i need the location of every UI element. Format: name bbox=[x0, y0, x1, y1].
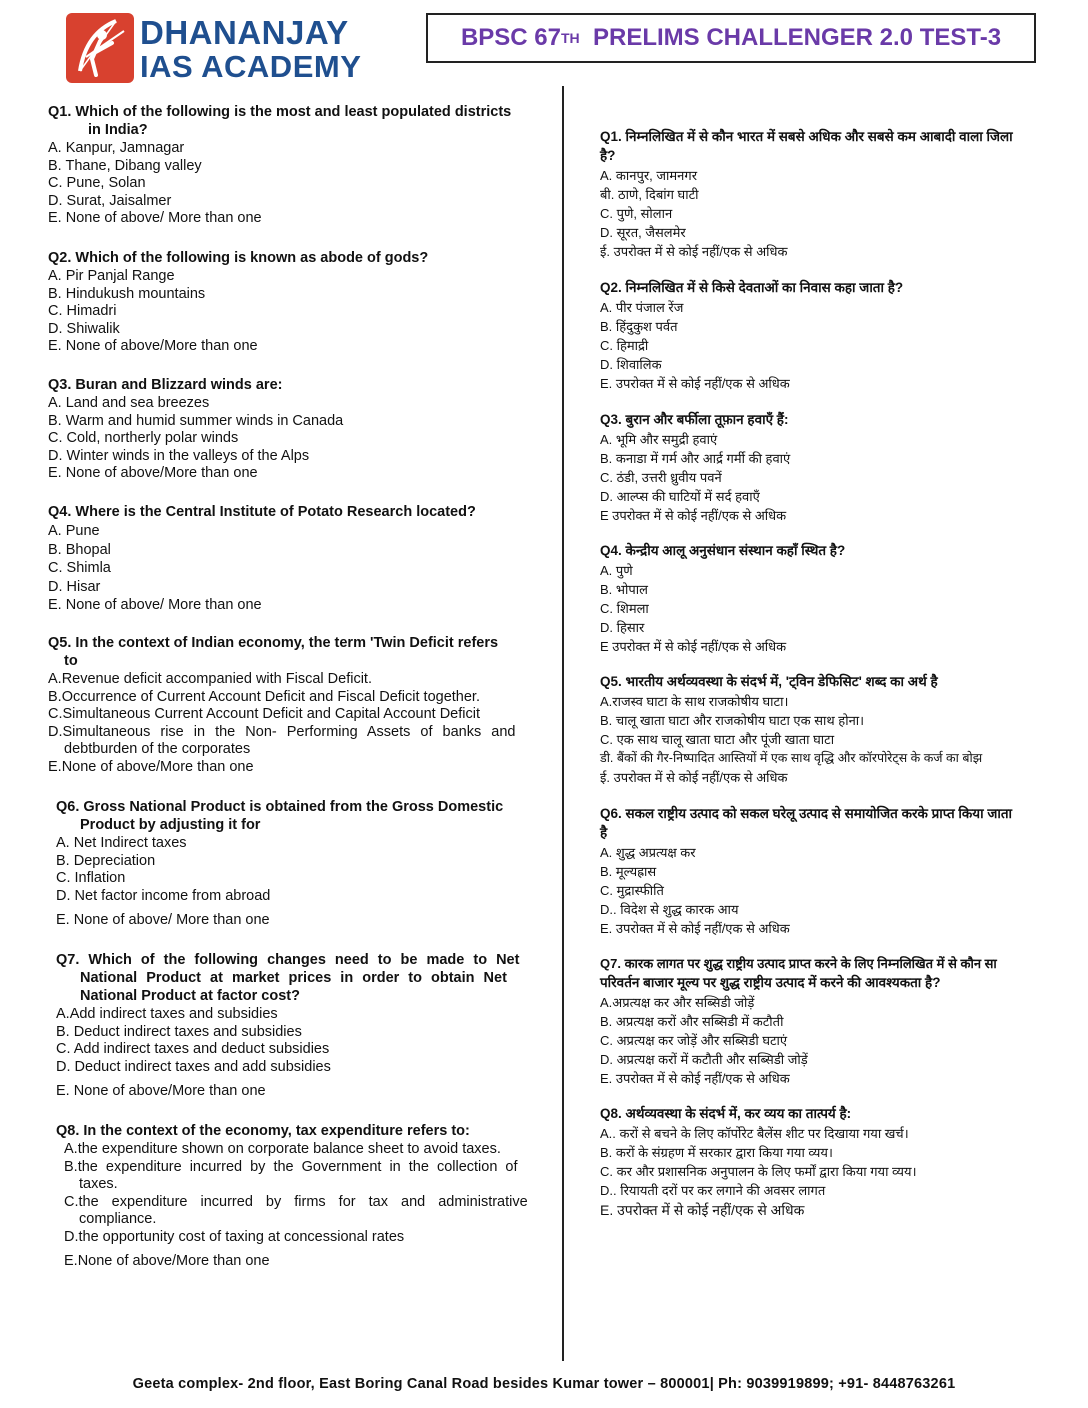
page-footer-address: Geeta complex- 2nd floor, East Boring Canal Road besides Kumar tower – 800001| Ph: 9039919899; +91- 8448763261 bbox=[132, 1376, 956, 1392]
option-a: A. कानपुर, जामनगर bbox=[600, 168, 698, 183]
academy-logo bbox=[66, 13, 366, 85]
question-title: Q1. Which of the following is the most and least populated districts bbox=[48, 104, 512, 120]
question-title: Q3. बुरान और बर्फीला तूफ़ान हवाएँ हैं: bbox=[600, 412, 789, 427]
option-d: D. अप्रत्यक्ष करों में कटौती और सब्सिडी जोड़ें bbox=[600, 1052, 808, 1067]
option-b: B.the expenditure incurred by the Government in the collection of bbox=[64, 1158, 518, 1175]
option-e: E उपरोक्त में से कोई नहीं/एक से अधिक bbox=[600, 639, 787, 654]
option-a: A. Pir Panjal Range bbox=[48, 268, 175, 284]
question-en-4 bbox=[48, 504, 526, 615]
option-d: D. हिसार bbox=[600, 620, 645, 635]
option-c: C. कर और प्रशासनिक अनुपालन के लिए फर्मों द्वारा किया गया व्यय। bbox=[600, 1164, 917, 1179]
test-title-pre: BPSC 67 bbox=[460, 24, 561, 51]
option-a: A. पुणे bbox=[600, 563, 633, 578]
question-title: Q2. निम्नलिखित में से किसे देवताओं का निवास कहा जाता है? bbox=[600, 280, 904, 295]
logo-text-line2: IAS ACADEMY bbox=[140, 49, 362, 84]
option-a: A.अप्रत्यक्ष कर और सब्सिडी जोड़ें bbox=[600, 995, 755, 1010]
test-title-sup: TH bbox=[560, 30, 580, 46]
option-d: D. सूरत, जैसलमेर bbox=[600, 225, 686, 240]
option-e: ई. उपरोक्त में से कोई नहीं/एक से अधिक bbox=[600, 244, 788, 259]
option-b: B.Occurrence of Current Account Deficit and Fiscal Deficit together. bbox=[48, 688, 480, 705]
question-hi-7 bbox=[600, 955, 1068, 1088]
option-e: E. None of above/ More than one bbox=[48, 210, 262, 226]
question-title: Q5. In the context of Indian economy, the term 'Twin Deficit refers bbox=[48, 635, 499, 651]
question-title: Q2. Which of the following is known as abode of gods? bbox=[48, 250, 429, 266]
option-d: डी. बैंकों की गैर-निष्पादित आस्तियों में एक साथ वृद्धि और कॉरपोरेट्स के कर्ज का बोझ bbox=[600, 751, 983, 765]
option-c: C. Pune, Solan bbox=[48, 175, 146, 191]
option-d: D. शिवालिक bbox=[600, 357, 662, 372]
question-title: Q7. Which of the following changes need to be made to Net bbox=[56, 952, 520, 968]
option-c: C. Cold, northerly polar winds bbox=[48, 430, 239, 446]
option-b: B. कनाडा में गर्म और आर्द्र गर्मी की हवाएं bbox=[600, 451, 791, 466]
option-c: C. एक साथ चालू खाता घाटा और पूंजी खाता घाटा bbox=[600, 732, 835, 747]
option-e: E.None of above/More than one bbox=[48, 758, 254, 775]
question-en-1 bbox=[48, 104, 526, 228]
option-a: A. शुद्ध अप्रत्यक्ष कर bbox=[600, 845, 696, 860]
question-title: Q1. निम्नलिखित में से कौन भारत में सबसे अधिक और सबसे कम आबादी वाला जिला bbox=[600, 129, 1013, 144]
option-c: C. मुद्रास्फीति bbox=[600, 883, 664, 898]
option-b: B. Thane, Dibang valley bbox=[48, 157, 202, 174]
question-hi-4 bbox=[600, 542, 1068, 656]
question-title-cont: to bbox=[64, 653, 78, 669]
option-d: D.. रियायती दरों पर कर लगाने की अवसर लागत bbox=[600, 1183, 826, 1198]
option-a: A.Revenue deficit accompanied with Fiscal Deficit. bbox=[48, 671, 372, 687]
test-title-box bbox=[426, 13, 1036, 63]
option-d: D.the opportunity cost of taxing at concessional rates bbox=[64, 1228, 405, 1245]
archer-logo-icon bbox=[66, 13, 134, 83]
question-title: Q4. केन्द्रीय आलू अनुसंधान संस्थान कहाँ स्थित है? bbox=[600, 543, 846, 558]
option-a: A. Kanpur, Jamnagar bbox=[48, 140, 185, 156]
option-c: C. शिमला bbox=[600, 601, 649, 616]
option-e: E. उपरोक्त में से कोई नहीं/एक से अधिक bbox=[600, 1202, 805, 1218]
option-e: E. उपरोक्त में से कोई नहीं/एक से अधिक bbox=[600, 921, 790, 936]
option-a: A.Add indirect taxes and subsidies bbox=[56, 1006, 278, 1022]
option-d: D. Winter winds in the valleys of the Alps bbox=[48, 447, 310, 464]
option-c: C.Simultaneous Current Account Deficit and Capital Account Deficit bbox=[48, 706, 480, 722]
option-c: C. अप्रत्यक्ष कर जोड़ें और सब्सिडी घटाएं bbox=[600, 1033, 788, 1048]
option-e: E उपरोक्त में से कोई नहीं/एक से अधिक bbox=[600, 508, 787, 523]
question-title: Q8. अर्थव्यवस्था के संदर्भ में, कर व्यय का तात्पर्य है: bbox=[600, 1106, 852, 1121]
question-en-7 bbox=[56, 952, 526, 1101]
question-title: Q4. Where is the Central Institute of Potato Research located? bbox=[48, 504, 476, 520]
option-d: D. आल्प्स की घाटियों में सर्द हवाएँ bbox=[600, 489, 760, 504]
question-en-5 bbox=[48, 635, 526, 776]
option-d: D. Surat, Jaisalmer bbox=[48, 192, 172, 209]
option-a: A. पीर पंजाल रेंज bbox=[600, 300, 684, 315]
question-title-cont: है? bbox=[600, 148, 616, 163]
option-b: B. Hindukush mountains bbox=[48, 285, 206, 302]
option-d: D. Net factor income from abroad bbox=[56, 887, 271, 904]
page-header bbox=[0, 0, 1088, 95]
question-title-cont2: National Product at factor cost? bbox=[80, 988, 300, 1004]
option-a: A. Net Indirect taxes bbox=[56, 835, 187, 851]
option-d: D. Deduct indirect taxes and add subsidies bbox=[56, 1058, 331, 1075]
option-a: A. Pune bbox=[48, 523, 100, 539]
option-d-cont: debtburden of the corporates bbox=[64, 741, 251, 757]
option-c: C. Shimla bbox=[48, 560, 111, 576]
option-d: D.Simultaneous rise in the Non- Performing Assets of banks and bbox=[48, 723, 516, 740]
option-b-cont: taxes. bbox=[79, 1176, 118, 1192]
option-b: B. अप्रत्यक्ष करों और सब्सिडी में कटौती bbox=[600, 1014, 784, 1029]
option-b: B. चालू खाता घाटा और राजकोषीय घाटा एक साथ होना। bbox=[600, 713, 865, 728]
option-a: A.राजस्व घाटा के साथ राजकोषीय घाटा। bbox=[600, 694, 789, 709]
option-b: B. हिंदुकुश पर्वत bbox=[600, 319, 678, 334]
option-c: C. हिमाद्री bbox=[600, 338, 649, 353]
question-title-cont: है bbox=[600, 825, 608, 840]
option-e: ई. उपरोक्त में से कोई नहीं/एक से अधिक bbox=[600, 770, 788, 785]
option-a: A. भूमि और समुद्री हवाएं bbox=[600, 432, 718, 447]
question-hi-1 bbox=[600, 128, 1068, 261]
option-c: C. Add indirect taxes and deduct subsidies bbox=[56, 1041, 330, 1057]
question-title: Q5. भारतीय अर्थव्यवस्था के संदर्भ में, 'ट्विन डेफिसिट' शब्द का अर्थ है bbox=[600, 674, 938, 689]
option-a: A.. करों से बचने के लिए कॉर्पोरेट बैलेंस शीट पर दिखाया गया खर्च। bbox=[600, 1126, 909, 1141]
question-title: Q7. कारक लागत पर शुद्ध राष्ट्रीय उत्पाद प्राप्त करने के लिए निम्नलिखित में से कौन सा bbox=[600, 956, 997, 971]
logo-text-line1: DHANANJAY bbox=[140, 14, 349, 51]
question-en-8 bbox=[56, 1123, 526, 1271]
question-title-cont: National Product at market prices in order to obtain Net bbox=[80, 970, 507, 986]
question-en-6 bbox=[56, 799, 534, 930]
option-b: B. Depreciation bbox=[56, 852, 156, 869]
option-b: B. भोपाल bbox=[600, 582, 648, 597]
option-b: B. Warm and humid summer winds in Canada bbox=[48, 412, 344, 429]
option-b: B. Deduct indirect taxes and subsidies bbox=[56, 1023, 302, 1040]
question-title-cont: Product by adjusting it for bbox=[80, 817, 261, 833]
option-e: E. None of above/More than one bbox=[48, 465, 258, 481]
option-d: D. Shiwalik bbox=[48, 320, 120, 337]
question-title: Q3. Buran and Blizzard winds are: bbox=[48, 377, 283, 393]
option-b: B. मूल्यह्रास bbox=[600, 864, 657, 879]
option-a: A.the expenditure shown on corporate balance sheet to avoid taxes. bbox=[64, 1141, 501, 1157]
option-e: E. None of above/ More than one bbox=[56, 912, 270, 928]
question-title-cont: परिवर्तन बाजार मूल्य पर शुद्ध राष्ट्रीय उत्पाद में करने की आवश्यकता है? bbox=[600, 975, 941, 990]
option-b: बी. ठाणे, दिबांग घाटी bbox=[600, 187, 699, 202]
option-e: E. None of above/More than one bbox=[48, 338, 258, 354]
option-d: D. Hisar bbox=[48, 578, 101, 595]
column-divider bbox=[562, 86, 564, 1361]
option-c: C. पुणे, सोलान bbox=[600, 206, 673, 221]
option-a: A. Land and sea breezes bbox=[48, 395, 210, 411]
question-hi-5 bbox=[600, 673, 1068, 787]
question-title: Q8. In the context of the economy, tax expenditure refers to: bbox=[56, 1123, 470, 1139]
option-d: D.. विदेश से शुद्ध कारक आय bbox=[600, 902, 739, 917]
test-title-post: PRELIMS CHALLENGER 2.0 TEST-3 bbox=[579, 24, 1002, 51]
option-c: C. Himadri bbox=[48, 303, 117, 319]
option-b: B. करों के संग्रहण में सरकार द्वारा किया गया व्यय। bbox=[600, 1145, 833, 1160]
option-c-cont: compliance. bbox=[79, 1211, 157, 1227]
option-c: C. Inflation bbox=[56, 870, 126, 886]
question-hi-3 bbox=[600, 411, 1068, 525]
question-en-2 bbox=[48, 250, 526, 356]
question-hi-8 bbox=[600, 1105, 1068, 1221]
question-en-3 bbox=[48, 377, 526, 483]
option-e: E. उपरोक्त में से कोई नहीं/एक से अधिक bbox=[600, 376, 790, 391]
option-e: E. None of above/More than one bbox=[56, 1083, 266, 1099]
option-e: E. उपरोक्त में से कोई नहीं/एक से अधिक bbox=[600, 1071, 790, 1086]
question-title: Q6. Gross National Product is obtained from the Gross Domestic bbox=[56, 799, 504, 815]
question-hi-2 bbox=[600, 279, 1068, 393]
option-e: E.None of above/More than one bbox=[64, 1253, 270, 1269]
option-c: C.the expenditure incurred by firms for tax and administrative bbox=[64, 1193, 528, 1210]
question-title: Q6. सकल राष्ट्रीय उत्पाद को सकल घरेलू उत्पाद से समायोजित करके प्राप्त किया जाता bbox=[600, 806, 1013, 821]
option-b: B. Bhopal bbox=[48, 541, 111, 558]
option-c: C. ठंडी, उत्तरी ध्रुवीय पवनें bbox=[600, 470, 722, 485]
option-e: E. None of above/ More than one bbox=[48, 597, 262, 613]
question-hi-6 bbox=[600, 805, 1068, 938]
question-title-cont: in India? bbox=[88, 122, 148, 138]
